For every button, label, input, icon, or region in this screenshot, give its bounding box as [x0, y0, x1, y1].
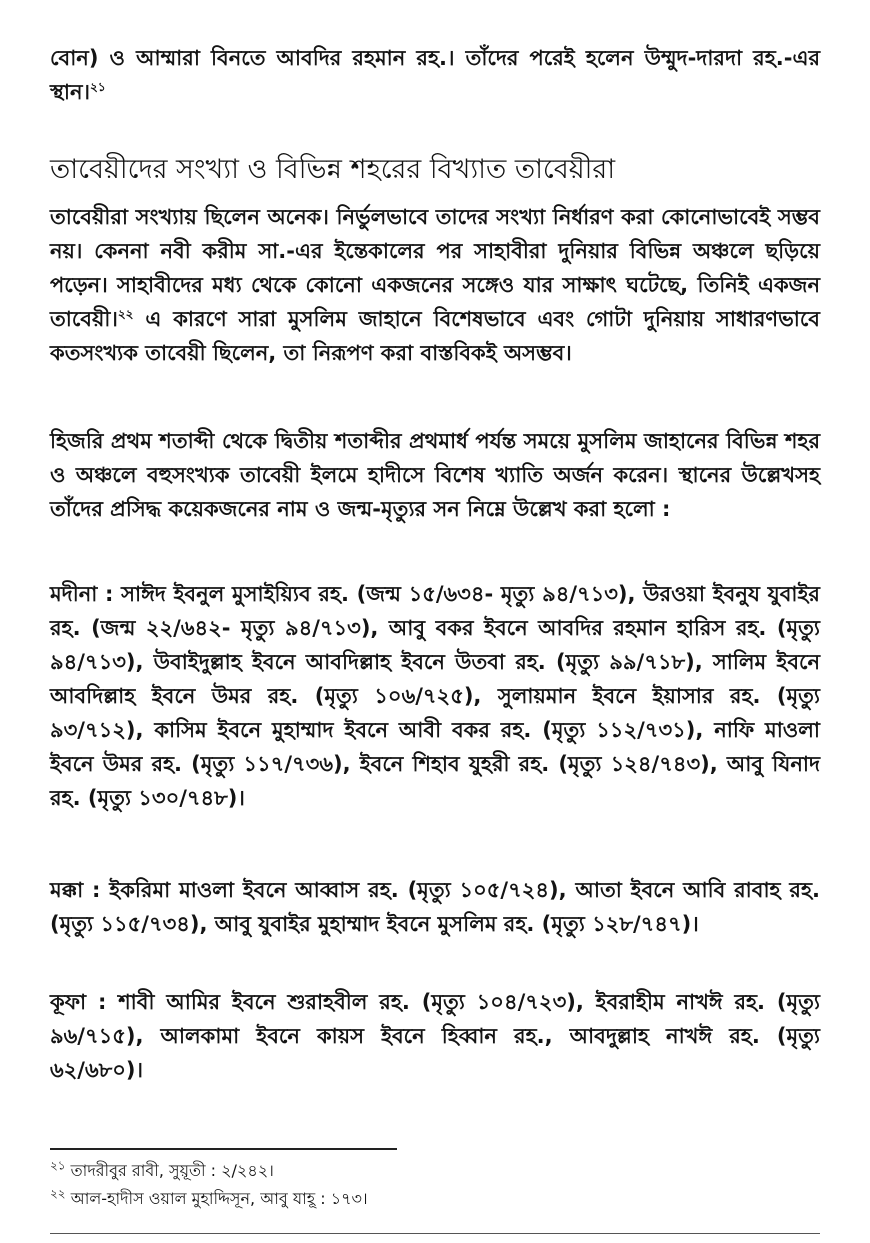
city-tabeyi-list: সাঈদ ইবনুল মুসাইয়্যিব রহ. (জন্ম ১৫/৬৩৪- মৃত্যু ৯৪/৭১৩), উরওয়া ইবনুয যুবাইর রহ. (জন্ম ২২/৬৪২- মৃত্যু ৯৪/৭১৩), আবু বকর ইবনে আবদির রহমান হারিস রহ. (মৃত্যু ৯৪/৭১৩), উবাইদুল্লাহ ইবনে আবদিল্লাহ ইবনে উতবা রহ. (মৃত্যু ৯৯/৭১৮), সালিম ইবনে আবদিল্লাহ ইবনে উমর রহ. (মৃত্যু ১০৬/৭২৫), সুলায়মান ইবনে ইয়াসার রহ. (মৃত্যু ৯৩/৭১২), কাসিম ইবনে মুহাম্মাদ ইবনে আবী বকর রহ. (মৃত্যু ১১২/৭৩১), নাফি মাওলা ইবনে উমর রহ. (মৃত্যু ১১৭/৭৩৬), ইবনে শিহাব যুহরী রহ. (মৃত্যু ১২৪/৭৪৩), আবু যিনাদ রহ. (মৃত্যু ১৩০/৭৪৮)। — [50, 582, 820, 810]
footnote-number: ২২ — [50, 1186, 66, 1201]
city-label: কূফা : — [50, 990, 107, 1014]
paragraph-hijri-century: হিজরি প্রথম শতাব্দী থেকে দ্বিতীয় শতাব্দীর প্রথমার্ধ পর্যন্ত সময়ে মুসলিম জাহানের বিভিন্ন শহর ও অঞ্চলে বহুসংখ্যক তাবেয়ী ইলমে হাদীসে বিশেষ খ্যাতি অর্জন করেন। স্থানের উল্লেখসহ তাঁদের প্রসিদ্ধ কয়েকজনের নাম ও জন্ম-মৃত্যুর সন নিম্নে উল্লেখ করা হলো : — [50, 429, 820, 521]
city-tabeyi-list: শাবী আমির ইবনে শুরাহবীল রহ. (মৃত্যু ১০৪/৭২৩), ইবরাহীম নাখঈ রহ. (মৃত্যু ৯৬/৭১৫), আলকামা ইবনে কায়স ইবনে হিব্বান রহ., আবদুল্লাহ নাখঈ রহ. (মৃত্যু ৬২/৬৮০)। — [50, 990, 820, 1082]
city-entry-makka — [50, 873, 820, 941]
footnote-ref-21: ২১ — [90, 80, 106, 94]
city-tabeyi-list: ইকরিমা মাওলা ইবনে আব্বাস রহ. (মৃত্যু ১০৫/৭২৪), আতা ইবনে আবি রাবাহ রহ. (মৃত্যু ১১৫/৭৩৪), আবু যুবাইর মুহাম্মাদ ইবনে মুসলিম রহ. (মৃত্যু ১২৮/৭৪৭)। — [50, 878, 820, 936]
footnote-text: আল-হাদীস ওয়াল মুহাদ্দিসূন, আবু যাহূ : ১৭৩। — [65, 1189, 368, 1208]
paragraph-text-continued: এ কারণে সারা মুসলিম জাহানে বিশেষভাবে এবং গোটা দুনিয়ায় সাধারণভাবে কতসংখ্যক তাবেয়ী ছিলেন, তা নিরূপণ করা বাস্তবিকই অসম্ভব। — [50, 307, 820, 365]
city-entry-kufa — [50, 985, 820, 1087]
footnote-ref-22: ২২ — [117, 307, 134, 321]
paragraph-text: তাবেয়ীরা সংখ্যায় ছিলেন অনেক। নির্ভুলভাবে তাদের সংখ্যা নির্ধারণ করা কোনোভাবেই সম্ভব নয়। কেননা নবী করীম সা.-এর ইন্তেকালের পর সাহাবীরা দুনিয়ার বিভিন্ন অঞ্চলে ছড়িয়ে পড়েন। সাহাবীদের মধ্য থেকে কোনো একজনের সঙ্গেও যার সাক্ষাৎ ঘটেছে, তিনিই একজন তাবেয়ী। — [50, 205, 820, 331]
paragraph-tabeyi-count — [50, 200, 820, 370]
footnote-text: তাদরীবুর রাবী, সুয়ূতী : ২/২৪২। — [65, 1161, 274, 1180]
continued-paragraph — [50, 41, 820, 109]
footnote-number: ২১ — [50, 1158, 66, 1173]
city-entry-madina — [50, 577, 820, 815]
page-bottom-line — [50, 1233, 820, 1234]
city-label: মক্কা : — [50, 878, 101, 902]
continued-paragraph-text: বোন) ও আম্মারা বিনতে আবদির রহমান রহ.। তাঁদের পরেই হলেন উম্মুদ-দারদা রহ.-এর স্থান। — [50, 46, 820, 104]
footnote-22 — [50, 1188, 820, 1210]
section-heading: তাবেয়ীদের সংখ্যা ও বিভিন্ন শহরের বিখ্যাত তাবেয়ীরা — [50, 154, 616, 185]
footnote-21 — [50, 1160, 820, 1182]
city-label: মদীনা : — [50, 582, 114, 606]
footnote-divider — [50, 1148, 397, 1150]
